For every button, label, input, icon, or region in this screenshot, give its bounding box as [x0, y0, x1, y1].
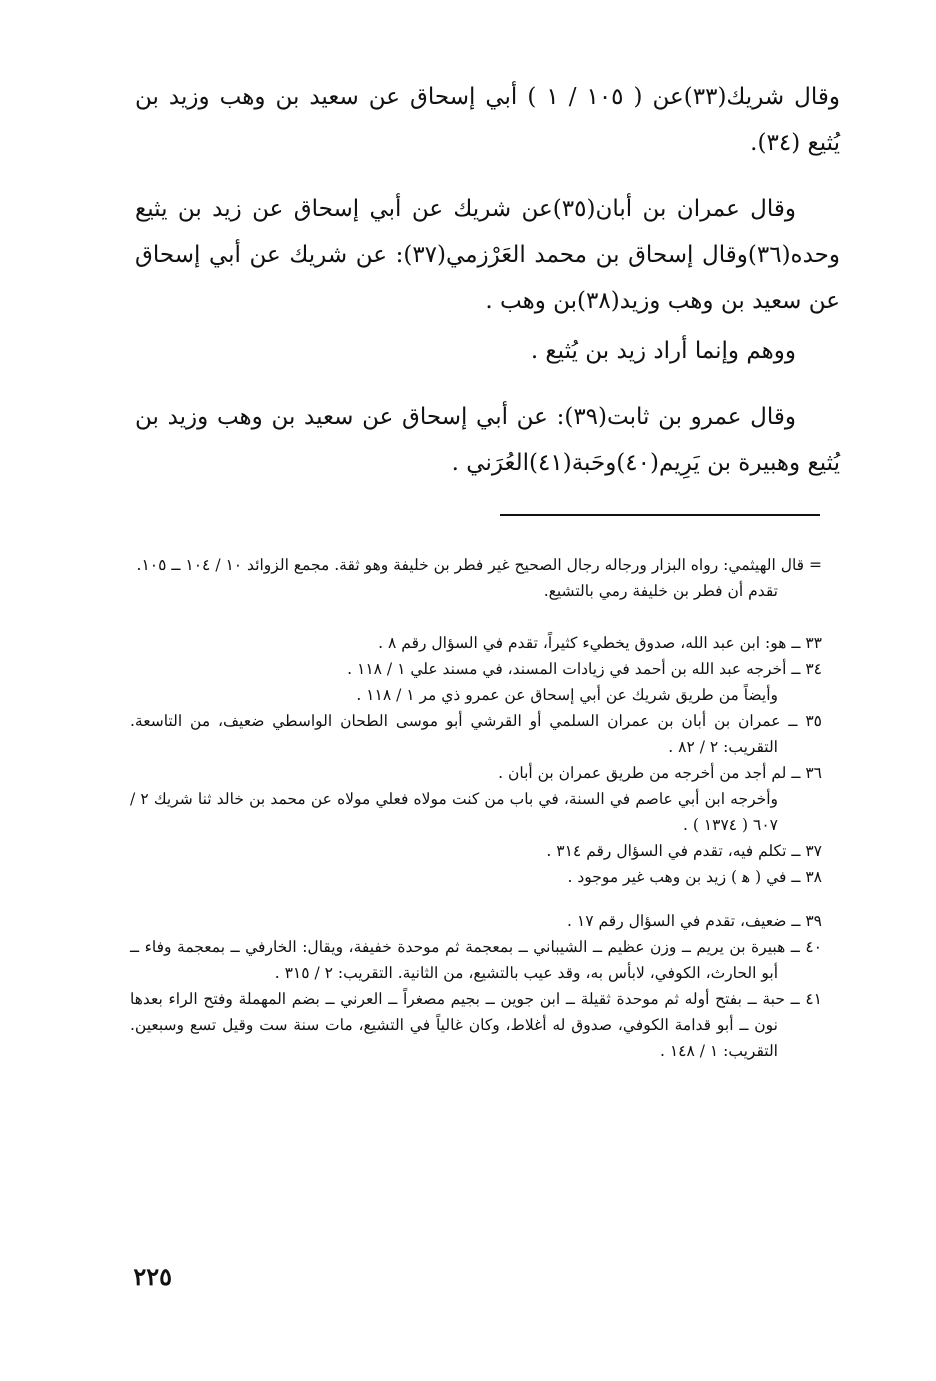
main-text — [135, 74, 840, 486]
footnote: وأيضاً من طريق شريك عن أبي إسحاق عن عمرو ذي مر ١ / ١١٨ . — [356, 686, 778, 704]
footnote-carryover: = قال الهيثمي: رواه البزار ورجاله رجال الصحيح غير فطر بن خليفة وهو ثقة. مجمع الزوائد ١٠ / ١٠٤ ــ ١٠٥. — [136, 556, 822, 574]
footnote: ٣٥ ــ عمران بن أبان بن عمران السلمي أو القرشي أبو موسى الطحان الواسطي ضعيف، من التاسعة. التقريب: ٢ / ٨٢ . — [130, 712, 822, 756]
footnote: ٣٣ ــ هو: ابن عبد الله، صدوق يخطيء كثيراً، تقدم في السؤال رقم ٨ . — [378, 634, 822, 652]
main-paragraph: وقال عمران بن أبان(٣٥)عن شريك عن أبي إسحاق عن زيد بن يثيع وحده(٣٦)وقال إسحاق بن محمد العَرْزمي(٣٧): عن شريك عن أبي إسحاق عن سعيد بن وهب وزيد(٣٨)بن وهب . — [135, 196, 840, 314]
main-paragraph: وقال شريك(٣٣)عن ( ١٠٥ / ١ ) أبي إسحاق عن سعيد بن وهب وزيد بن يُثيع (٣٤). — [135, 84, 841, 156]
footnote: ٣٤ ــ أخرجه عبد الله بن أحمد في زيادات المسند، في مسند علي ١ / ١١٨ . — [347, 660, 822, 678]
footnote-separator — [500, 514, 820, 516]
footnote: ٣٧ ــ تكلم فيه، تقدم في السؤال رقم ٣١٤ . — [546, 842, 822, 860]
footnote: ٤٠ ــ هبيرة بن يريم ــ وزن عظيم ــ الشيباني ــ بمعجمة ثم موحدة خفيفة، ويقال: الخارفي ــ بمعجمة وفاء ــ أبو الحارث، الكوفي، لابأس به، وقد عيب بالتشيع، من الثانية. التقريب: ٢ / ٣١٥ . — [130, 938, 822, 982]
page-number: ٢٢٥ — [133, 1262, 172, 1291]
footnote: ٣٦ ــ لم أجد من أخرجه من طريق عمران بن أبان . — [498, 764, 822, 782]
footnote: ٣٩ ــ ضعيف، تقدم في السؤال رقم ١٧ . — [567, 912, 822, 930]
main-paragraph: ووهم وإنما أراد زيد بن يُثيع . — [530, 338, 796, 364]
footnote-carryover: تقدم أن فطر بن خليفة رمي بالتشيع. — [543, 582, 778, 600]
footnote: ٣٨ ــ في ( ﻫ ) زيد بن وهب غير موجود . — [567, 868, 822, 886]
footnote: ٤١ ــ حبة ــ بفتح أوله ثم موحدة ثقيلة ــ ابن جوين ــ بجيم مصغراً ــ العرني ــ بضم المهملة وفتح الراء بعدها نون ــ أبو قدامة الكوفي، صدوق له أغلاط، وكان غالياً في التشيع، مات سنة ست وقيل تسع وسبعين. التقريب: ١ / ١٤٨ . — [130, 990, 822, 1060]
main-paragraph: وقال عمرو بن ثابت(٣٩): عن أبي إسحاق عن سعيد بن وهب وزيد بن يُثيع وهبيرة بن يَرِيم(٤٠)وحَبة(٤١)العُرَني . — [135, 404, 840, 476]
footnote: وأخرجه ابن أبي عاصم في السنة، في باب من كنت مولاه فعلي مولاه عن محمد بن خالد ثنا شريك ٢ / ٦٠٧ ( ١٣٧٤ ) . — [130, 790, 778, 834]
footnotes — [130, 552, 822, 1064]
